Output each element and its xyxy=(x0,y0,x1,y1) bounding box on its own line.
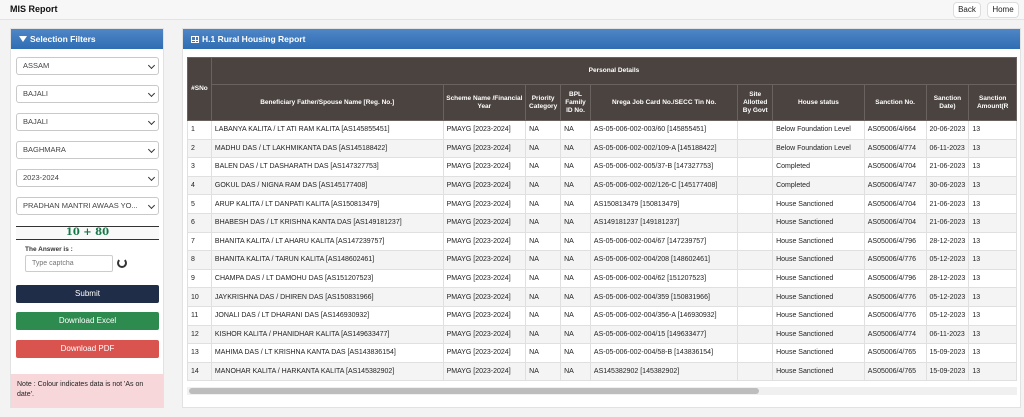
table-cell: 15-09-2023 xyxy=(926,344,969,363)
table-cell: 1 xyxy=(188,121,212,140)
table-cell: House Sanctioned xyxy=(773,288,865,307)
table-cell: BALEN DAS / LT DASHARATH DAS [AS147327753] xyxy=(211,158,443,177)
table-row xyxy=(188,269,1017,288)
chevron-down-icon xyxy=(148,90,155,97)
table-cell: NA xyxy=(561,269,591,288)
table-cell: 15-09-2023 xyxy=(926,362,969,381)
table-cell: AS-05-006-002-004/62 [151207523] xyxy=(590,269,737,288)
table-cell: NA xyxy=(561,121,591,140)
table-cell: PMAYG [2023-2024] xyxy=(443,325,526,344)
table-cell: ARUP KALITA / LT DANPATI KALITA [AS150813479] xyxy=(211,195,443,214)
chevron-down-icon xyxy=(148,174,155,181)
report-header xyxy=(183,29,1020,49)
scheme-select-value: PRADHAN MANTRI AWAAS YO... xyxy=(23,201,138,210)
table-row xyxy=(188,232,1017,251)
table-cell: 13 xyxy=(969,213,1017,232)
table-cell: AS-05-006-002-002/126-C [145177408] xyxy=(590,176,737,195)
report-table-body xyxy=(188,121,1017,381)
group-header-personal-details: Personal Details xyxy=(211,58,1016,85)
table-cell: 4 xyxy=(188,176,212,195)
table-cell: AS-05-006-002-004/208 [148602461] xyxy=(590,251,737,270)
table-cell: AS05006/4/747 xyxy=(864,176,926,195)
chevron-down-icon xyxy=(148,146,155,153)
table-cell: PMAYG [2023-2024] xyxy=(443,232,526,251)
table-row xyxy=(188,251,1017,270)
submit-button[interactable]: Submit xyxy=(16,285,159,303)
table-cell: AS05006/4/704 xyxy=(864,195,926,214)
table-cell: PMAYG [2023-2024] xyxy=(443,176,526,195)
table-cell: Below Foundation Level xyxy=(773,121,865,140)
table-cell: NA xyxy=(526,344,561,363)
table-row xyxy=(188,176,1017,195)
table-cell xyxy=(738,121,773,140)
table-cell: 28-12-2023 xyxy=(926,232,969,251)
table-cell: 21-06-2023 xyxy=(926,213,969,232)
table-cell xyxy=(738,232,773,251)
col-header-priority: Priority Category xyxy=(526,85,561,121)
table-cell: 13 xyxy=(969,232,1017,251)
table-cell: PMAYG [2023-2024] xyxy=(443,269,526,288)
table-cell: AS-05-006-002-004/356-A [146930932] xyxy=(590,306,737,325)
table-cell: 12 xyxy=(188,325,212,344)
table-cell: AS-05-006-002-003/60 [145855451] xyxy=(590,121,737,140)
table-cell: House Sanctioned xyxy=(773,232,865,251)
table-cell: 05-12-2023 xyxy=(926,251,969,270)
col-header-beneficiary: Beneficiary Father/Spouse Name [Reg. No.] xyxy=(211,85,443,121)
table-cell: AS05006/4/796 xyxy=(864,232,926,251)
table-cell xyxy=(738,344,773,363)
table-cell: 13 xyxy=(969,158,1017,177)
table-row xyxy=(188,121,1017,140)
back-button[interactable]: Back xyxy=(953,2,981,18)
table-cell: 3 xyxy=(188,158,212,177)
table-row xyxy=(188,139,1017,158)
table-cell: House Sanctioned xyxy=(773,362,865,381)
table-cell: House Sanctioned xyxy=(773,269,865,288)
table-cell: 21-06-2023 xyxy=(926,158,969,177)
table-cell xyxy=(738,195,773,214)
filters-title: Selection Filters xyxy=(30,34,96,44)
table-cell xyxy=(738,362,773,381)
table-cell: 30-06-2023 xyxy=(926,176,969,195)
table-cell: 7 xyxy=(188,232,212,251)
table-cell: AS05006/4/776 xyxy=(864,251,926,270)
col-header-sanction-amount: Sanction Amount(R xyxy=(969,85,1017,121)
table-cell xyxy=(738,176,773,195)
table-cell: NA xyxy=(561,288,591,307)
scheme-select[interactable] xyxy=(16,197,159,215)
table-cell: NA xyxy=(561,195,591,214)
table-cell: 13 xyxy=(188,344,212,363)
table-cell: JONALI DAS / LT DHARANI DAS [AS146930932] xyxy=(211,306,443,325)
table-cell: NA xyxy=(526,176,561,195)
table-cell: NA xyxy=(561,344,591,363)
table-cell: AS-05-006-002-004/15 [149633477] xyxy=(590,325,737,344)
table-row xyxy=(188,306,1017,325)
panchayat-select[interactable] xyxy=(16,141,159,159)
table-cell: CHAMPA DAS / LT DAMOHU DAS [AS151207523] xyxy=(211,269,443,288)
col-header-bpl: BPL Family ID No. xyxy=(561,85,591,121)
table-cell: AS149181237 [149181237] xyxy=(590,213,737,232)
table-cell: 8 xyxy=(188,251,212,270)
table-cell: PMAYG [2023-2024] xyxy=(443,306,526,325)
table-cell: JAYKRISHNA DAS / DHIREN DAS [AS150831966] xyxy=(211,288,443,307)
district-select[interactable] xyxy=(16,85,159,103)
table-cell xyxy=(738,306,773,325)
table-cell: PMAYG [2023-2024] xyxy=(443,251,526,270)
table-cell: AS05006/4/664 xyxy=(864,121,926,140)
report-table-container[interactable] xyxy=(187,57,1017,387)
table-cell: 28-12-2023 xyxy=(926,269,969,288)
table-cell: NA xyxy=(526,232,561,251)
table-cell: NA xyxy=(561,251,591,270)
table-row xyxy=(188,195,1017,214)
table-cell: NA xyxy=(526,251,561,270)
table-cell: NA xyxy=(526,362,561,381)
table-cell: NA xyxy=(526,121,561,140)
table-cell: 9 xyxy=(188,269,212,288)
table-cell: NA xyxy=(561,158,591,177)
table-cell: NA xyxy=(561,232,591,251)
table-row xyxy=(188,362,1017,381)
table-cell: 13 xyxy=(969,362,1017,381)
table-cell: NA xyxy=(526,158,561,177)
table-cell: NA xyxy=(526,213,561,232)
table-cell: AS-05-006-002-004/58-B [143836154] xyxy=(590,344,737,363)
table-cell: House Sanctioned xyxy=(773,306,865,325)
table-cell: 13 xyxy=(969,344,1017,363)
table-cell: PMAYG [2023-2024] xyxy=(443,139,526,158)
block-select-value: BAJALI xyxy=(23,117,49,126)
table-cell: MADHU DAS / LT LAKHMIKANTA DAS [AS145188422] xyxy=(211,139,443,158)
table-cell: Completed xyxy=(773,158,865,177)
table-cell: PMAYG [2023-2024] xyxy=(443,288,526,307)
district-select-value: BAJALI xyxy=(23,89,49,98)
table-cell: AS05006/4/776 xyxy=(864,306,926,325)
table-cell: NA xyxy=(526,306,561,325)
table-cell: House Sanctioned xyxy=(773,325,865,344)
table-cell: 14 xyxy=(188,362,212,381)
table-cell: 5 xyxy=(188,195,212,214)
table-cell xyxy=(738,325,773,344)
table-cell: AS05006/4/704 xyxy=(864,213,926,232)
table-cell: AS05006/4/765 xyxy=(864,344,926,363)
colour-note: Note : Colour indicates data is not 'As on date'. xyxy=(11,374,163,408)
table-cell: NA xyxy=(561,139,591,158)
table-cell: House Sanctioned xyxy=(773,344,865,363)
filter-icon xyxy=(19,36,27,42)
captcha-image: 10 + 80 xyxy=(16,226,159,240)
table-cell: MAHIMA DAS / LT KRISHNA KANTA DAS [AS143836154] xyxy=(211,344,443,363)
col-header-site: Site Allotted By Govt xyxy=(738,85,773,121)
chevron-down-icon xyxy=(148,202,155,209)
table-cell xyxy=(738,139,773,158)
table-cell: AS05006/4/774 xyxy=(864,139,926,158)
table-cell: AS-05-006-002-002/109-A [145188422] xyxy=(590,139,737,158)
table-cell: GOKUL DAS / NIGNA RAM DAS [AS145177408] xyxy=(211,176,443,195)
home-button[interactable]: Home xyxy=(987,2,1019,18)
table-cell: LABANYA KALITA / LT ATI RAM KALITA [AS145855451] xyxy=(211,121,443,140)
selection-filters-panel xyxy=(10,28,164,408)
table-row xyxy=(188,288,1017,307)
refresh-icon[interactable] xyxy=(117,258,127,268)
table-cell: Below Foundation Level xyxy=(773,139,865,158)
col-header-nrega: Nrega Job Card No./SECC Tin No. xyxy=(590,85,737,121)
table-cell: AS05006/4/765 xyxy=(864,362,926,381)
table-cell: 06-11-2023 xyxy=(926,139,969,158)
table-cell: 13 xyxy=(969,306,1017,325)
captcha-input[interactable] xyxy=(25,255,113,272)
top-bar xyxy=(0,0,1024,20)
table-cell: KISHOR KALITA / PHANIDHAR KALITA [AS149633477] xyxy=(211,325,443,344)
table-cell: Completed xyxy=(773,176,865,195)
table-cell: AS05006/4/774 xyxy=(864,325,926,344)
table-cell: AS-05-006-002-004/359 [150831966] xyxy=(590,288,737,307)
chevron-down-icon xyxy=(148,118,155,125)
table-cell: 13 xyxy=(969,139,1017,158)
table-cell: 21-06-2023 xyxy=(926,195,969,214)
table-cell: PMAYG [2023-2024] xyxy=(443,213,526,232)
table-cell: AS-05-006-002-005/37-B [147327753] xyxy=(590,158,737,177)
table-cell: PMAYG [2023-2024] xyxy=(443,158,526,177)
table-cell: 10 xyxy=(188,288,212,307)
table-cell: PMAYG [2023-2024] xyxy=(443,195,526,214)
table-cell: BHABESH DAS / LT KRISHNA KANTA DAS [AS149181237] xyxy=(211,213,443,232)
table-cell: AS05006/4/704 xyxy=(864,158,926,177)
table-cell: NA xyxy=(526,288,561,307)
table-row xyxy=(188,213,1017,232)
answer-label: The Answer is : xyxy=(25,246,73,253)
state-select[interactable] xyxy=(16,57,159,75)
table-cell xyxy=(738,213,773,232)
table-cell: House Sanctioned xyxy=(773,195,865,214)
table-cell: House Sanctioned xyxy=(773,213,865,232)
block-select[interactable] xyxy=(16,113,159,131)
table-cell: 2 xyxy=(188,139,212,158)
app-title: MIS Report xyxy=(10,4,58,14)
table-cell: 06-11-2023 xyxy=(926,325,969,344)
table-cell: 13 xyxy=(969,176,1017,195)
table-cell xyxy=(738,158,773,177)
col-header-house-status: House status xyxy=(773,85,865,121)
table-cell: 13 xyxy=(969,269,1017,288)
year-select-value: 2023-2024 xyxy=(23,173,59,182)
table-cell: NA xyxy=(526,269,561,288)
table-cell: PMAYG [2023-2024] xyxy=(443,121,526,140)
scrollbar-thumb[interactable] xyxy=(189,388,759,394)
col-header-sno: #SNo xyxy=(188,58,212,121)
table-cell xyxy=(738,269,773,288)
filters-header xyxy=(11,29,163,49)
table-cell: NA xyxy=(561,213,591,232)
table-cell: NA xyxy=(561,176,591,195)
table-cell: 13 xyxy=(969,325,1017,344)
table-cell: 13 xyxy=(969,121,1017,140)
table-cell xyxy=(738,251,773,270)
col-header-sanction-date: Sanction Date) xyxy=(926,85,969,121)
table-cell: 05-12-2023 xyxy=(926,288,969,307)
state-select-value: ASSAM xyxy=(23,61,50,70)
table-cell: House Sanctioned xyxy=(773,251,865,270)
table-icon xyxy=(191,36,199,43)
table-cell: MANOHAR KALITA / HARKANTA KALITA [AS145382902] xyxy=(211,362,443,381)
table-cell: NA xyxy=(526,195,561,214)
download-pdf-button[interactable]: Download PDF xyxy=(16,340,159,358)
table-cell: PMAYG [2023-2024] xyxy=(443,344,526,363)
report-panel xyxy=(182,28,1021,408)
table-cell: 13 xyxy=(969,251,1017,270)
download-excel-button[interactable]: Download Excel xyxy=(16,312,159,330)
table-cell: NA xyxy=(526,139,561,158)
table-cell: 13 xyxy=(969,195,1017,214)
table-row xyxy=(188,344,1017,363)
col-header-sanction-no: Sanction No. xyxy=(864,85,926,121)
table-cell: 13 xyxy=(969,288,1017,307)
col-header-scheme: Scheme Name /Financial Year xyxy=(443,85,526,121)
table-cell: BHANITA KALITA / LT AHARU KALITA [AS147239757] xyxy=(211,232,443,251)
table-row xyxy=(188,158,1017,177)
table-cell: NA xyxy=(561,306,591,325)
chevron-down-icon xyxy=(148,62,155,69)
table-cell: NA xyxy=(561,362,591,381)
table-cell: 11 xyxy=(188,306,212,325)
table-row xyxy=(188,325,1017,344)
table-cell: 6 xyxy=(188,213,212,232)
table-cell: PMAYG [2023-2024] xyxy=(443,362,526,381)
table-cell: BHANITA KALITA / TARUN KALITA [AS148602461] xyxy=(211,251,443,270)
table-cell xyxy=(738,288,773,307)
table-cell: NA xyxy=(561,325,591,344)
table-cell: AS05006/4/776 xyxy=(864,288,926,307)
table-cell: AS05006/4/796 xyxy=(864,269,926,288)
table-cell: 05-12-2023 xyxy=(926,306,969,325)
table-cell: NA xyxy=(526,325,561,344)
report-title: H.1 Rural Housing Report xyxy=(202,34,306,44)
table-cell: AS145382902 [145382902] xyxy=(590,362,737,381)
table-cell: AS-05-006-002-004/67 [147239757] xyxy=(590,232,737,251)
table-cell: AS150813479 [150813479] xyxy=(590,195,737,214)
panchayat-select-value: BAGHMARA xyxy=(23,145,66,154)
table-cell: 20-06-2023 xyxy=(926,121,969,140)
report-table xyxy=(187,57,1017,381)
horizontal-scrollbar[interactable] xyxy=(187,387,1017,395)
year-select[interactable] xyxy=(16,169,159,187)
